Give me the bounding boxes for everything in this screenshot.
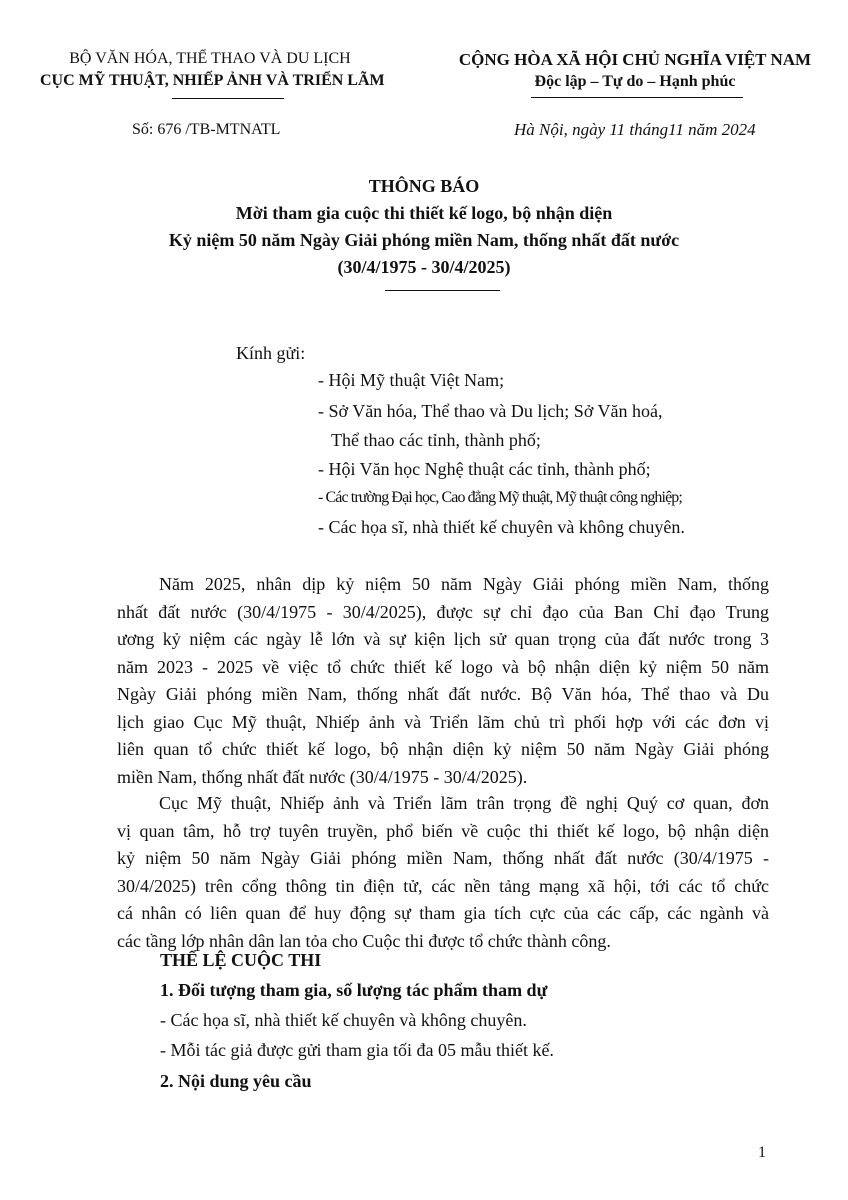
paragraph-line: vị quan tâm, hỗ trợ tuyên truyền, phổ biến về cuộc thi thiết kế logo, bộ nhận diện — [117, 820, 769, 841]
paragraph-line: nhất đất nước (30/4/1975 - 30/4/2025), được sự chỉ đạo của Ban Chỉ đạo Trung — [117, 601, 769, 622]
paragraph-line: Năm 2025, nhân dịp kỷ niệm 50 năm Ngày Giải phóng miền Nam, thống — [159, 574, 769, 594]
rules-heading: THỂ LỆ CUỘC THI — [160, 950, 322, 970]
paragraph-line: miền Nam, thống nhất đất nước (30/4/1975 - 30/4/2025). — [117, 766, 528, 787]
place-date: Hà Nội, ngày 11 tháng11 năm 2024 — [514, 120, 756, 139]
paragraph-line: lịch giao Cục Mỹ thuật, Nhiếp ảnh và Triển lãm chủ trì phối hợp với các đơn vị — [117, 711, 769, 732]
motto-underline — [531, 97, 743, 98]
body-paragraph-2 — [117, 790, 769, 955]
paragraph-line: liên quan tổ chức thiết kế logo, bộ nhận diện kỷ niệm 50 năm Ngày Giải phóng — [117, 739, 769, 759]
paragraph-line: các tầng lớp nhân dân lan tỏa cho Cuộc thi được tổ chức thành công. — [117, 930, 611, 951]
country-name: CỘNG HÒA XÃ HỘI CHỦ NGHĨA VIỆT NAM — [458, 50, 812, 69]
department-name: CỤC MỸ THUẬT, NHIẾP ẢNH VÀ TRIỂN LÃM — [40, 72, 385, 89]
paragraph-line: ương kỷ niệm các ngày lễ lớn và sự kiện lịch sử quan trọng của đất nước trong 3 — [117, 629, 769, 649]
page-title: THÔNG BÁO — [368, 176, 480, 196]
body-paragraph-1 — [117, 571, 769, 791]
section-1-item: - Mỗi tác giả được gửi tham gia tối đa 05 mẫu thiết kế. — [160, 1040, 554, 1060]
paragraph-line: kỷ niệm 50 năm Ngày Giải phóng miền Nam, thống nhất đất nước (30/4/1975 - — [117, 848, 769, 868]
recipient-item: - Hội Mỹ thuật Việt Nam; — [318, 370, 505, 390]
title-line-4: (30/4/1975 - 30/4/2025) — [337, 257, 511, 277]
recipient-item: Thể thao các tỉnh, thành phố; — [331, 430, 541, 450]
section-1-item: - Các họa sĩ, nhà thiết kế chuyên và không chuyên. — [160, 1010, 527, 1030]
document-number: Số: 676 /TB-MTNATL — [132, 121, 281, 138]
title-line-3: Kỷ niệm 50 năm Ngày Giải phóng miền Nam, thống nhất đất nước — [168, 230, 680, 250]
recipient-item: - Hội Văn học Nghệ thuật các tỉnh, thành phố; — [318, 459, 651, 479]
recipient-item: - Sở Văn hóa, Thể thao và Du lịch; Sở Văn hoá, — [318, 401, 663, 421]
recipient-item: - Các họa sĩ, nhà thiết kế chuyên và không chuyên. — [318, 517, 685, 537]
recipient-item: - Các trường Đại học, Cao đẳng Mỹ thuật, Mỹ thuật công nghiệp; — [318, 489, 682, 506]
department-underline — [172, 98, 284, 99]
page-number: 1 — [758, 1144, 766, 1161]
paragraph-line: Cục Mỹ thuật, Nhiếp ảnh và Triển lãm trân trọng đề nghị Quý cơ quan, đơn — [159, 793, 769, 813]
national-motto: Độc lập – Tự do – Hạnh phúc — [534, 73, 736, 90]
paragraph-line: cá nhân có liên quan để huy động sự tham gia tích cực của các cấp, các ngành và — [117, 903, 769, 923]
section-2-title: 2. Nội dung yêu cầu — [160, 1071, 312, 1091]
paragraph-line: Ngày Giải phóng miền Nam, thống nhất đất nước. Bộ Văn hóa, Thể thao và Du — [117, 684, 769, 704]
ministry-name: BỘ VĂN HÓA, THỂ THAO VÀ DU LỊCH — [69, 50, 351, 67]
paragraph-line: 30/4/2025) trên cổng thông tin điện tử, các nền tảng mạng xã hội, tới các tổ chức — [117, 875, 769, 896]
title-underline — [385, 290, 500, 291]
paragraph-line: năm 2023 - 2025 về việc tổ chức thiết kế logo và bộ nhận diện kỷ niệm 50 năm — [117, 656, 769, 677]
title-line-2: Mời tham gia cuộc thi thiết kế logo, bộ nhận diện — [235, 203, 613, 223]
section-1-title: 1. Đối tượng tham gia, số lượng tác phẩm tham dự — [160, 980, 548, 1000]
recipients-label: Kính gửi: — [236, 343, 306, 363]
